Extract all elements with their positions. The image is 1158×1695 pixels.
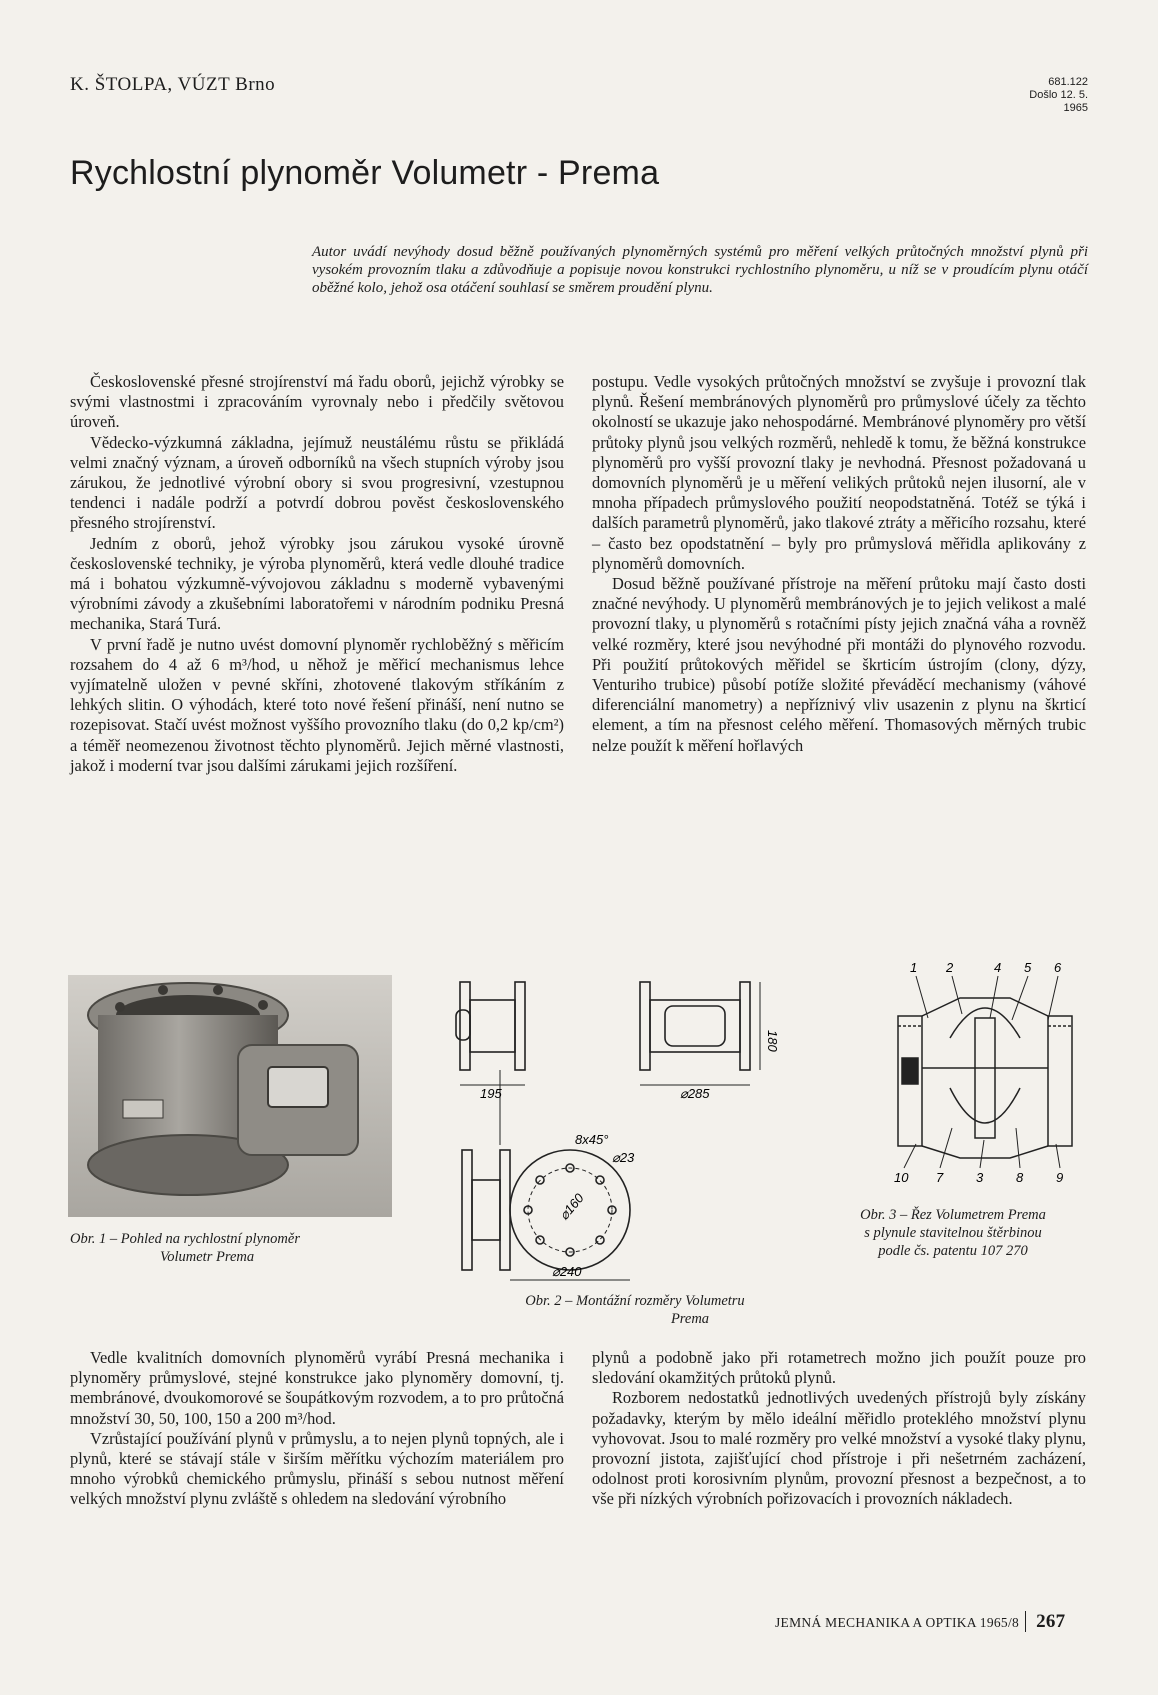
dimension-height: 180 [765,1030,780,1052]
page-footer [775,1611,1065,1633]
journal-name: JEMNÁ MECHANIKA A OPTIKA 1965/8 [775,1615,1020,1630]
article-title: Rychlostní plynoměr Volumetr - Prema [70,154,660,192]
caption-line: Prema [670,1311,710,1327]
label-5: 5 [1024,960,1032,975]
paragraph: plynů a podobně jako při rotametrech možno jich použít pouze pro sledování okamžitých průtoků plynů. [592,1348,1086,1388]
paragraph: postupu. Vedle vysokých průtočných množství se zvyšuje i provozní tlak plynů. Řešení membránových plynoměrů pro průmyslové účely za těchto okolností se ukazuje jako nehospodárné. Membránové plynoměry pro větší průtoky plynů jsou velkých rozměrů, nehledě k tomu, že běžná konstrukce plynoměrů pro vyšší provozní tlaky je nevhodná. Přesnost požadovaná u domovních plynoměrů je u měření velikých průtoků nejen ilusorní, ale v mnoha případech průmyslového použití neopodstatněná. Totéž se týká i dalších parametrů plynoměrů, jako tlakové ztráty a měřicího rozsahu, které – často bez opodstatnění – byly pro průmyslová měřidla aplikovány z plynoměrů domovních. [592,372,1086,573]
dimension-holes: 8x45° [575,1132,609,1147]
dimension-flange: ⌀285 [680,1086,710,1101]
label-6: 6 [1054,960,1062,975]
article-classification [1008,76,1088,115]
abstract: Autor uvádí nevýhody dosud běžně používaných plynoměrných systémů pro měření velkých průtočných množství plynů při vysokém provozním tlaku a zdůvodňuje a popisuje novou konstrukci rychlostního plynoměru, u níž se v proudícím plynu otáčí oběžné kolo, jehož osa otáčení souhlasí se směrem proudění plynu. [312,244,1088,296]
caption-line: Obr. 1 – Pohled na rychlostní plynoměr [70,1231,300,1247]
body-column-left-top [70,372,564,776]
dimension-length: 195 [480,1086,502,1101]
label-4: 4 [994,960,1002,975]
paragraph: V první řadě je nutno uvést domovní plynoměr rychloběžný s měřicím rozsahem do 4 až 6 m³/hod, u něhož je měřicí mechanismus lehce vyjímatelně uložen v pevné skříni, zhotovené tlakovým stříkáním z lehkých slitin. O výhodách, které toto nové řešení přináší, není nutno se rozepisovat. Stačí uvést možnost vyššího provozního tlaku (do 0,2 kp/cm²) a téměř neomezenou životnost těchto plynoměrů. Jejich měrné vlastnosti, jakož i moderní tvar jsou dalšími zárukami jejich rozšíření. [70,634,564,775]
figure-1-photo [68,975,392,1217]
caption-line: Obr. 3 – Řez Volumetrem Prema [860,1207,1046,1223]
author-line: K. ŠTOLPA, VÚZT Brno [70,74,276,95]
label-7: 7 [936,1170,944,1185]
figure-2-dimension-drawing [440,970,840,1290]
paragraph: Jedním z oborů, jehož výrobky jsou zárukou vysoké úrovně československé techniky, je výroba plynoměrů, která vedle dlouhé tradice má i bohatou výzkumně-vývojovou základnu s moderně vybavenými výrobními závody a zkušebními laboratořemi v národním podniku Presná mechanika, Stará Turá. [70,533,564,634]
body-column-right-top [592,372,1086,756]
page-number: 267 [1025,1611,1065,1632]
label-3: 3 [976,1170,984,1185]
paragraph: Rozborem nedostatků jednotlivých uvedených přístrojů byly získány požadavky, kterým by mělo ideální měřidlo proteklého množství plynu vyhovovat. Jsou to malé rozměry pro velké množství a vysoké tlaky plynu, provozní jistota, zajišťující chod přístroje i při nešetrném zacházení, odolnost proti korosivním plynům, provozní přesnost a bezpečnost, a to vše při nízkých výrobních pořizovacích i provozních nákladech. [592,1388,1086,1509]
label-9: 9 [1056,1170,1064,1185]
caption-line: Obr. 2 – Montážní rozměry Volumetru [525,1293,745,1309]
figure-1-caption [70,1230,370,1266]
label-10: 10 [894,1170,909,1185]
paragraph: Dosud běžně používané přístroje na měření průtoku mají často dosti značné nevýhody. U plynoměrů membránových je to jejich velikost a malé provozní tlaky, u plynoměrů s rotačními písty jejich značná váha a rovněž velké rozměry, které jsou nevýhodné při montáži do plynového rozvodu. Při použití průtokových měřidel se škrticím ústrojím (clony, dýzy, Venturiho trubice) působí potíže složité převáděcí mechanismy (váhové diferenciální manometry) a nepříznivý vliv usazenin z plynu na škrticí element, a tím na přesnost celého měření. Thomasových měrných trubic nelze použít k měření hořlavých [592,574,1086,755]
label-8: 8 [1016,1170,1024,1185]
paragraph: Vědecko-výzkumná základna, jejímuž neustálému růstu se přikládá velmi značný význam, a úroveň odborníků na všech stupních výroby jsou zárukou, že jednotlivé výrobní obory si svou progresivní, vzestupnou tendenci i nadále podrží a potvrdí dobrou pověst československého přesného strojírenství. [70,432,564,533]
figure-2-caption [440,1292,830,1328]
label-2: 2 [946,960,954,975]
paragraph: Vedle kvalitních domovních plynoměrů vyrábí Presná mechanika i plynoměry průmyslové, stejné konstrukce jako plynoměry domovní, tj. membránové, dvoukomorové se šoupátkovým rozvodem, a to pro průtočná množství 30, 50, 100, 150 a 200 m³/hod. [70,1348,564,1428]
paragraph: Vzrůstající používání plynů v průmyslu, a to nejen plynů topných, ale i plynů, které se stávají stále v širším měřítku výchozím materiálem pro mnoho výrobků chemického průmyslu, přináší s sebou nutnost měření velkých množství plynu zvláště s ohledem na sledování výrobního [70,1428,564,1509]
received-date: Došlo 12. 5. 1965 [1029,89,1088,114]
figure-3-caption [822,1206,1084,1260]
caption-line: s plynule stavitelnou štěrbinou [864,1225,1042,1241]
figure-3-cross-section [880,958,1090,1188]
paragraph: Československé přesné strojírenství má řadu oborů, jejichž výrobky se svými vlastnostmi i zpracováním vyrovnaly nebo i předčily světovou úroveň. [70,372,564,432]
label-1: 1 [910,960,918,975]
dimension-pitch-circle: ⌀160 [556,1190,587,1223]
body-column-right-bottom [592,1348,1086,1510]
body-column-left-bottom [70,1348,564,1510]
caption-line: podle čs. patentu 107 270 [878,1243,1028,1259]
gas-meter-photo-illustration [68,975,392,1217]
dimension-outer: ⌀240 [552,1264,582,1279]
udc-code: 681.122 [1048,76,1088,88]
dimension-hole-diameter: ⌀23 [612,1150,635,1165]
caption-line: Volumetr Prema [160,1249,255,1265]
